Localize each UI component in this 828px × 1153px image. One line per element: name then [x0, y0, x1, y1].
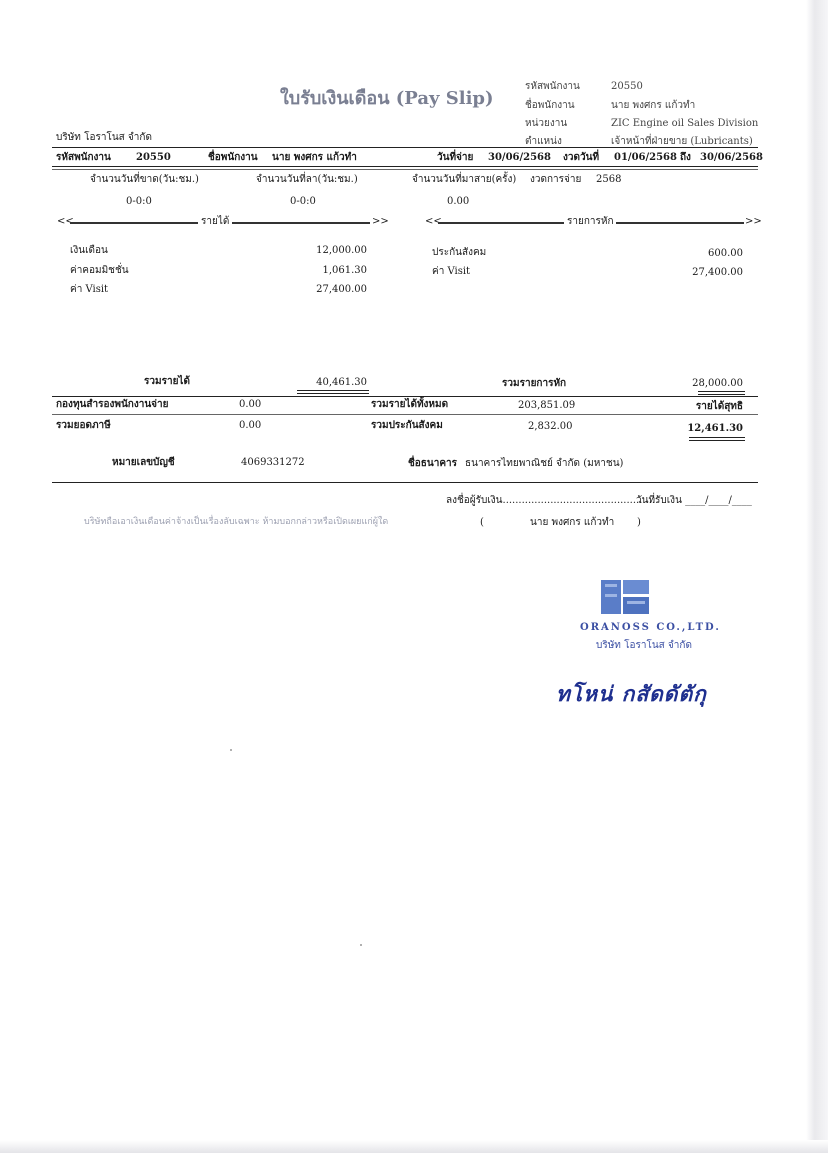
- tax-value: 0.00: [239, 420, 262, 431]
- net-pay-underline-2: [689, 440, 745, 441]
- income-item-label: ค่า Visit: [70, 284, 109, 295]
- info-unit-label: หน่วยงาน: [525, 118, 568, 129]
- provident-label: กองทุนสำรองพนักงานจ่าย: [56, 399, 169, 410]
- income-total-value: 40,461.30: [316, 377, 367, 388]
- income-header-line-left: [70, 222, 198, 224]
- summary-top-rule: [52, 396, 758, 397]
- deduct-item-label: ค่า Visit: [432, 266, 471, 277]
- authorized-signature: ทโหน่ กสัดดัตักุ: [556, 681, 707, 706]
- income-total-label: รวมรายได้: [144, 376, 190, 387]
- deduct-header-left: <<: [425, 216, 442, 227]
- net-pay-underline-1: [689, 437, 745, 438]
- info-code-label: รหัสพนักงาน: [525, 81, 580, 92]
- pay-row-rule-2: [52, 169, 758, 170]
- ytd-ss-label: รวมประกันสังคม: [371, 420, 443, 431]
- deduct-header-right: >>: [745, 216, 762, 227]
- deduct-total-value: 28,000.00: [692, 378, 743, 389]
- income-total-underline-1: [297, 390, 369, 391]
- ytd-income-label: รวมรายได้ทั้งหมด: [371, 399, 449, 410]
- net-pay-label: รายได้สุทธิ: [695, 401, 743, 412]
- late-value: 0.00: [447, 196, 470, 207]
- account-value: 4069331272: [241, 457, 305, 468]
- income-header-right: >>: [372, 216, 389, 227]
- pay-code-label: รหัสพนักงาน: [56, 152, 111, 163]
- speck: [230, 749, 232, 751]
- receiver-signature-line: ลงชื่อผู้รับเงิน.................................................: [446, 495, 659, 506]
- info-position-value: เจ้าหน้าที่ฝ่ายขาย (Lubricants): [611, 136, 753, 147]
- deduct-item-amount: 600.00: [708, 248, 743, 259]
- period-to: 30/06/2568: [700, 152, 763, 163]
- confidential-note: บริษัทถือเอาเงินเดือนค่าจ้างเป็นเรื่องลับเฉพาะ ห้ามบอกกล่าวหรือเปิดเผยแก่ผู้ใด: [84, 517, 389, 527]
- pay-date-label: วันที่จ่าย: [437, 152, 474, 163]
- bank-label: ชื่อธนาคาร: [408, 458, 458, 469]
- document-title: ใบรับเงินเดือน (Pay Slip): [280, 88, 494, 109]
- summary-mid-rule: [52, 414, 758, 415]
- income-total-underline-2: [297, 393, 369, 394]
- receiver-paren-close: ): [637, 517, 641, 528]
- deduct-item-amount: 27,400.00: [692, 267, 743, 278]
- tax-label: รวมยอดภาษี: [56, 420, 111, 431]
- absent-label: จำนวนวันที่ขาด(วัน:ชม.): [90, 174, 199, 185]
- info-name-label: ชื่อพนักงาน: [525, 100, 575, 111]
- income-item-amount: 27,400.00: [316, 284, 367, 295]
- deduct-total-label: รวมรายการหัก: [502, 378, 567, 389]
- info-position-label: ตำแหน่ง: [525, 136, 562, 147]
- account-label: หมายเลขบัญชี: [112, 457, 175, 468]
- pay-name-label: ชื่อพนักงาน: [208, 152, 258, 163]
- income-item-amount: 1,061.30: [322, 265, 367, 276]
- period-to-label: ถึง: [680, 152, 691, 163]
- deduct-header-line-right: [616, 222, 744, 224]
- page-edge-shadow-right: [806, 0, 828, 1153]
- info-name-value: นาย พงศกร แก้วทำ: [611, 100, 696, 111]
- page-edge-shadow-bottom: [0, 1140, 828, 1153]
- absent-value: 0-0:0: [126, 196, 152, 207]
- income-item-label: เงินเดือน: [70, 245, 108, 256]
- company-logo-icon: [601, 580, 649, 614]
- info-unit-value: ZIC Engine oil Sales Division: [611, 118, 759, 129]
- income-header-label: รายได้: [201, 216, 230, 227]
- stamp-brand: ORANOSS CO.,LTD.: [580, 622, 721, 633]
- receive-date-line: วันที่รับเงิน ____/____/____: [636, 495, 752, 506]
- income-header-left: <<: [57, 216, 74, 227]
- income-header-line-right: [232, 222, 370, 224]
- company-name: บริษัท โอราโนส จำกัด: [56, 132, 152, 143]
- pay-row-rule-1: [52, 166, 758, 167]
- bank-name-value: ธนาคารไทยพาณิชย์ จำกัด (มหาชน): [465, 458, 624, 469]
- deduct-total-underline-1: [698, 391, 745, 392]
- bank-bottom-rule: [52, 482, 758, 483]
- pay-code-value: 20550: [136, 152, 171, 163]
- period-from: 01/06/2568: [614, 152, 677, 163]
- speck: [360, 944, 362, 946]
- stamp-company-thai: บริษัท โอราโนส จำกัด: [596, 640, 692, 651]
- pay-name-value: นาย พงศกร แก้วทำ: [272, 152, 357, 163]
- net-pay-value: 12,461.30: [687, 423, 743, 434]
- pay-date-value: 30/06/2568: [488, 152, 551, 163]
- ytd-ss-value: 2,832.00: [528, 421, 573, 432]
- late-label: จำนวนวันที่มาสาย(ครั้ง): [412, 174, 517, 185]
- deduct-header-label: รายการหัก: [567, 216, 614, 227]
- pay-period-value: 2568: [596, 174, 622, 185]
- receiver-paren-open: (: [480, 517, 484, 528]
- receiver-name: นาย พงศกร แก้วทำ: [530, 517, 615, 528]
- info-code-value: 20550: [611, 81, 643, 92]
- provident-value: 0.00: [239, 399, 262, 410]
- ytd-income-value: 203,851.09: [518, 400, 576, 411]
- leave-label: จำนวนวันที่ลา(วัน:ชม.): [256, 174, 358, 185]
- income-item-label: ค่าคอมมิชชั่น: [70, 265, 129, 276]
- deduct-item-label: ประกันสังคม: [432, 247, 487, 258]
- leave-value: 0-0:0: [290, 196, 316, 207]
- deduct-total-underline-2: [698, 394, 745, 395]
- deduct-header-line-left: [438, 222, 564, 224]
- income-item-amount: 12,000.00: [316, 245, 367, 256]
- pay-period-label: งวดการจ่าย: [530, 174, 582, 185]
- header-top-rule: [52, 147, 758, 148]
- period-label: งวดวันที่: [563, 152, 600, 163]
